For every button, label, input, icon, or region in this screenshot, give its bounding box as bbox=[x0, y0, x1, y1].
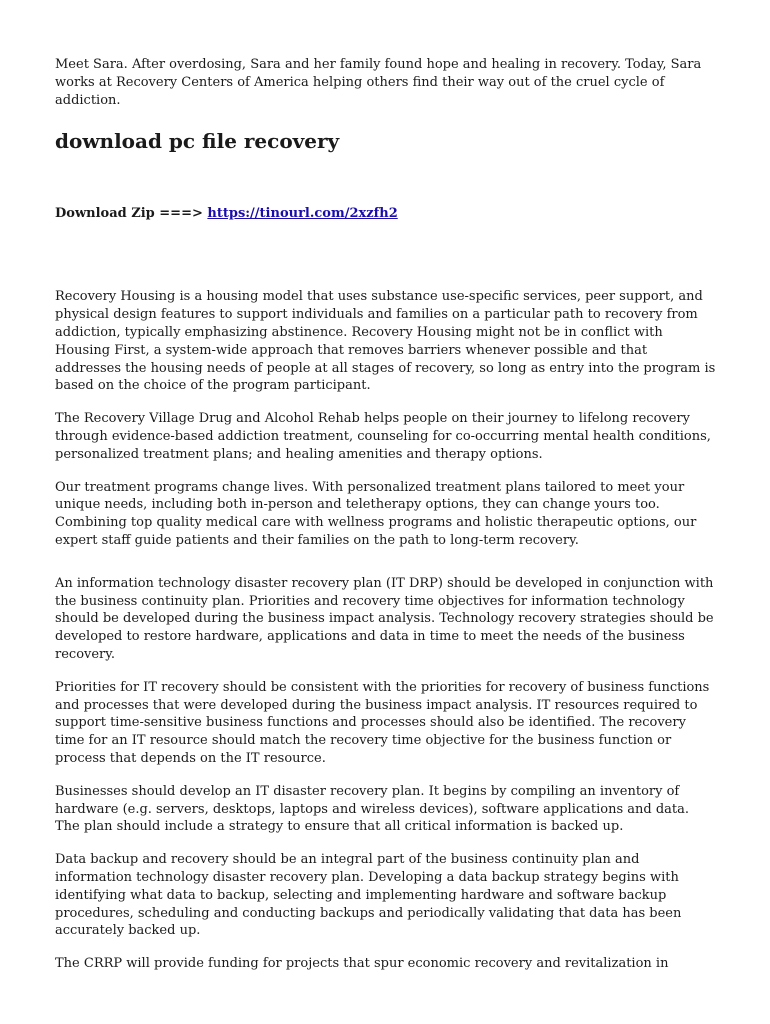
paragraph-it-priorities: Priorities for IT recovery should be consistent with the priorities for recovery of business functions and processes that were developed during the business impact analysis. IT resources required to support time-sensitive business functions and processes should also be identified. The recovery time for an IT resource should match the recovery time objective for the business function or process that depends on the IT resource. bbox=[55, 679, 710, 766]
page-title: download pc file recovery bbox=[55, 129, 340, 154]
paragraph-data-backup: Data backup and recovery should be an integral part of the business continuity plan and information technology disaster recovery plan. Developing a data backup strategy begins with identifying what data to backup, selecting and implementing hardware and software backup procedures, scheduling and conducting backups and periodically validating that data has been accurately backed up. bbox=[55, 852, 682, 939]
download-label: Download Zip ===> bbox=[55, 206, 208, 222]
paragraph-treatment-programs: Our treatment programs change lives. With personalized treatment plans tailored to meet your unique needs, including both in-person and teletherapy options, they can change yours too. Combining top quality medical care with wellness programs and holistic therapeutic options, our expert staff guide patients and their families on the path to long-term recovery. bbox=[55, 479, 697, 548]
paragraph-recovery-housing: Recovery Housing is a housing model that uses substance use-specific services, peer support, and physical design features to support individuals and families on a particular path to recovery from addiction, typically emphasizing abstinence. Recovery Housing might not be in conflict with Housing First, a system-wide approach that removes barriers whenever possible and that addresses the housing needs of people at all stages of recovery, so long as entry into the program is based on the choice of the program participant. bbox=[55, 289, 716, 394]
download-link[interactable]: https://tinourl.com/2xzfh2 bbox=[207, 206, 398, 222]
paragraph-it-drp: An information technology disaster recovery plan (IT DRP) should be developed in conjunction with the business continuity plan. Priorities and recovery time objectives for information technology should be developed during the business impact analysis. Technology recovery strategies should be developed to restore hardware, applications and data in time to meet the needs of the business recovery. bbox=[55, 575, 714, 662]
paragraph-recovery-village: The Recovery Village Drug and Alcohol Rehab helps people on their journey to lifelong recovery through evidence-based addiction treatment, counseling for co-occurring mental health conditions, personalized treatment plans; and healing amenities and therapy options. bbox=[55, 411, 711, 462]
paragraph-crrp: The CRRP will provide funding for projects that spur economic recovery and revitalization in bbox=[55, 956, 669, 972]
paragraph-it-plan: Businesses should develop an IT disaster recovery plan. It begins by compiling an inventory of hardware (e.g. servers, desktops, laptops and wireless devices), software applications and data. The plan should include a strategy to ensure that all critical information is backed up. bbox=[55, 783, 690, 835]
document-page bbox=[55, 56, 717, 988]
download-line bbox=[55, 205, 717, 222]
intro-paragraph: Meet Sara. After overdosing, Sara and her family found hope and healing in recovery. Today, Sara works at Recovery Centers of America helping others find their way out of the cruel cycle of addiction. bbox=[55, 57, 702, 108]
